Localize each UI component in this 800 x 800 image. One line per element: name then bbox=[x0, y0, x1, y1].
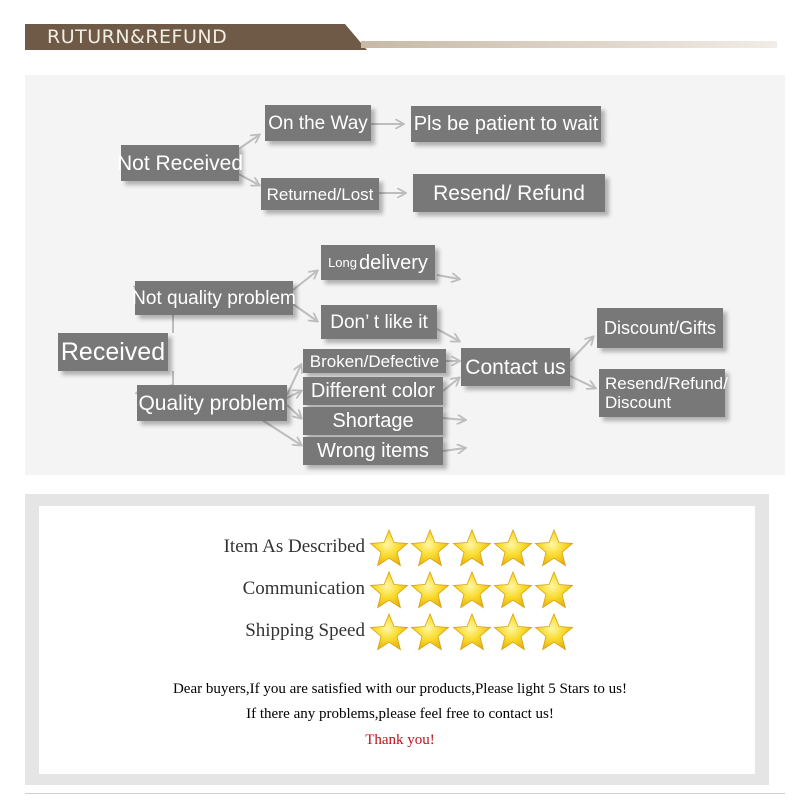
star-icon bbox=[452, 570, 492, 610]
node-pls-be-patient: Pls be patient to wait bbox=[411, 106, 601, 142]
star-icon bbox=[493, 570, 533, 610]
thank-you-text: Thank you! bbox=[365, 732, 435, 748]
node-contact-us: Contact us bbox=[461, 348, 570, 386]
resend-refund-discount-line2: Discount bbox=[605, 393, 672, 412]
page-title: RUTURN&REFUND bbox=[47, 26, 228, 48]
rating-request-message: Dear buyers,If you are satisfied with our products,Please light 5 Stars to us! bbox=[172, 681, 628, 697]
star-icon bbox=[410, 612, 450, 652]
star-icon bbox=[452, 612, 492, 652]
node-wrong-items: Wrong items bbox=[303, 437, 443, 465]
node-different-color: Different color bbox=[303, 377, 443, 405]
arrow-quality-wrong bbox=[259, 418, 301, 445]
node-dont-like-it: Don’ t like it bbox=[321, 305, 437, 339]
node-discount-gifts: Discount/Gifts bbox=[597, 308, 723, 348]
node-resend-refund-discount bbox=[599, 369, 728, 417]
star-icon bbox=[452, 528, 492, 568]
arrow-quality-shortage bbox=[287, 405, 301, 418]
star-icon bbox=[534, 570, 574, 610]
star-rating bbox=[369, 570, 579, 610]
node-returned-lost: Returned/Lost bbox=[261, 178, 379, 210]
rating-row-shipping-speed bbox=[0, 612, 800, 652]
return-refund-flowchart bbox=[25, 75, 785, 475]
arrow-quality-broken bbox=[287, 365, 301, 395]
node-on-the-way: On the Way bbox=[265, 105, 371, 141]
node-broken-defective: Broken/Defective bbox=[303, 349, 446, 373]
arrow-long-delivery-out bbox=[437, 275, 459, 279]
arrow-not-quality-dont-like bbox=[293, 304, 317, 321]
star-icon bbox=[410, 528, 450, 568]
star-icon bbox=[534, 528, 574, 568]
node-shortage: Shortage bbox=[303, 407, 443, 435]
resend-refund-discount-line1: Resend/Refund/ bbox=[605, 374, 728, 393]
star-rating bbox=[369, 612, 579, 652]
star-icon bbox=[534, 612, 574, 652]
star-icon bbox=[369, 570, 409, 610]
star-icon bbox=[410, 570, 450, 610]
node-resend-refund: Resend/ Refund bbox=[413, 174, 605, 212]
star-icon bbox=[493, 528, 533, 568]
arrow-wrong-out bbox=[443, 448, 465, 451]
long-delivery-suffix: delivery bbox=[359, 251, 428, 274]
contact-message: If there any problems,please feel free to contact us! bbox=[246, 706, 554, 722]
arrow-different-contact bbox=[443, 378, 459, 391]
rating-label: Communication bbox=[242, 578, 365, 599]
arrow-not-quality-long bbox=[293, 271, 317, 290]
node-not-received: Not Received bbox=[121, 145, 239, 181]
star-icon bbox=[369, 612, 409, 652]
star-icon bbox=[369, 528, 409, 568]
node-long-delivery bbox=[321, 245, 435, 280]
header-banner bbox=[25, 24, 777, 50]
node-not-quality-problem: Not quality problem bbox=[135, 281, 293, 315]
bottom-divider bbox=[25, 793, 785, 794]
long-delivery-prefix: Long bbox=[328, 255, 357, 270]
arrow-contact-discount bbox=[570, 337, 593, 361]
node-quality-problem: Quality problem bbox=[137, 385, 287, 421]
arrow-shortage-out bbox=[443, 418, 465, 420]
rating-row-communication bbox=[0, 570, 800, 610]
arrow-dont-like-contact bbox=[437, 329, 459, 341]
rating-label: Shipping Speed bbox=[245, 620, 365, 641]
rating-label: Item As Described bbox=[223, 536, 365, 557]
arrow-contact-resend-discount bbox=[570, 376, 595, 388]
node-received: Received bbox=[58, 333, 168, 371]
star-rating bbox=[369, 528, 579, 568]
star-icon bbox=[493, 612, 533, 652]
rating-row-item-as-described bbox=[0, 528, 800, 568]
